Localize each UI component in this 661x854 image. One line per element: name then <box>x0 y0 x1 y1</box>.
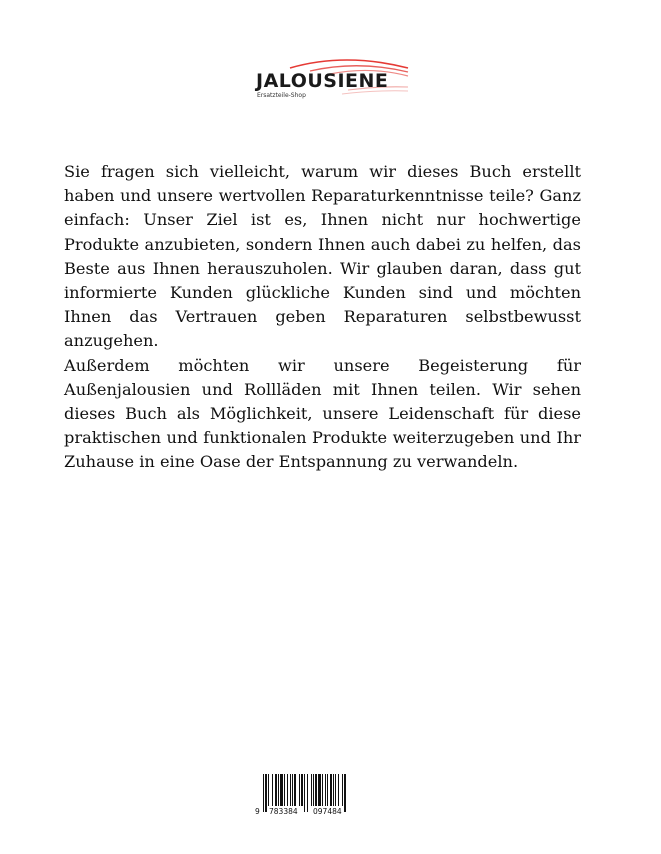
jalousiene-logo <box>250 56 410 106</box>
barcode-bar <box>342 774 343 806</box>
barcode-bar <box>268 774 269 806</box>
barcode-bar <box>301 774 303 806</box>
barcode-right-digits: 097484 <box>313 807 342 816</box>
barcode-bar <box>263 774 264 812</box>
barcode-bar <box>330 774 332 806</box>
barcode-bar <box>322 774 323 806</box>
paragraph-1: Sie fragen sich vielleicht, warum wir dieses Buch erstellt haben und unsere wertvollen Reparaturkenntnisse teile? Ganz einfach: Unser Ziel ist es, Ihnen nicht nur hochwertige Produkte anzubieten, sondern Ihnen auch dabei zu helfen, das Beste aus Ihnen herauszuholen. Wir glauben daran, dass gut informierte Kunden glückliche Kunden sind und möchten Ihnen das Vertrauen geben Reparaturen selbstbewusst anzugehen. <box>64 162 581 351</box>
barcode-prefix-digit: 9 <box>255 807 260 816</box>
barcode-bar <box>311 774 312 806</box>
barcode-bar <box>294 774 296 806</box>
paragraph-2: Außerdem möchten wir unsere Begeisterung für Außenjalousien und Rollläden mit Ihnen teilen. Wir sehen dieses Buch als Möglichkeit, unsere Leidenschaft für diese praktischen und funktionalen Produkte weiterzugeben und Ihr Zuhause in eine Oase der Entspannung zu verwandeln. <box>64 355 581 472</box>
barcode-bar <box>299 774 300 806</box>
barcode-bar <box>333 774 334 806</box>
body-text <box>64 160 581 475</box>
barcode-bar <box>318 774 321 806</box>
barcode-bar <box>344 774 346 812</box>
barcode-left-digits: 783384 <box>269 807 298 816</box>
barcode-bar <box>338 774 339 806</box>
barcode-bar <box>284 774 285 806</box>
barcode-bar <box>325 774 326 806</box>
barcode-bar <box>287 774 288 806</box>
barcode-bar <box>304 774 305 812</box>
logo-wordmark: JALOUSIENE <box>256 70 389 92</box>
barcode-bar <box>307 774 308 812</box>
barcode-bar <box>315 774 317 806</box>
barcode-bar <box>327 774 328 806</box>
barcode-bar <box>272 774 273 806</box>
logo-tagline: Ersatzteile-Shop <box>257 92 306 99</box>
barcode-bar <box>335 774 336 806</box>
barcode-bar <box>292 774 293 806</box>
barcode-bar <box>275 774 277 806</box>
barcode-bar <box>313 774 314 806</box>
barcode-bar <box>278 774 279 806</box>
barcode-bar <box>280 774 283 806</box>
isbn-barcode <box>255 774 359 820</box>
barcode-bar <box>290 774 291 806</box>
